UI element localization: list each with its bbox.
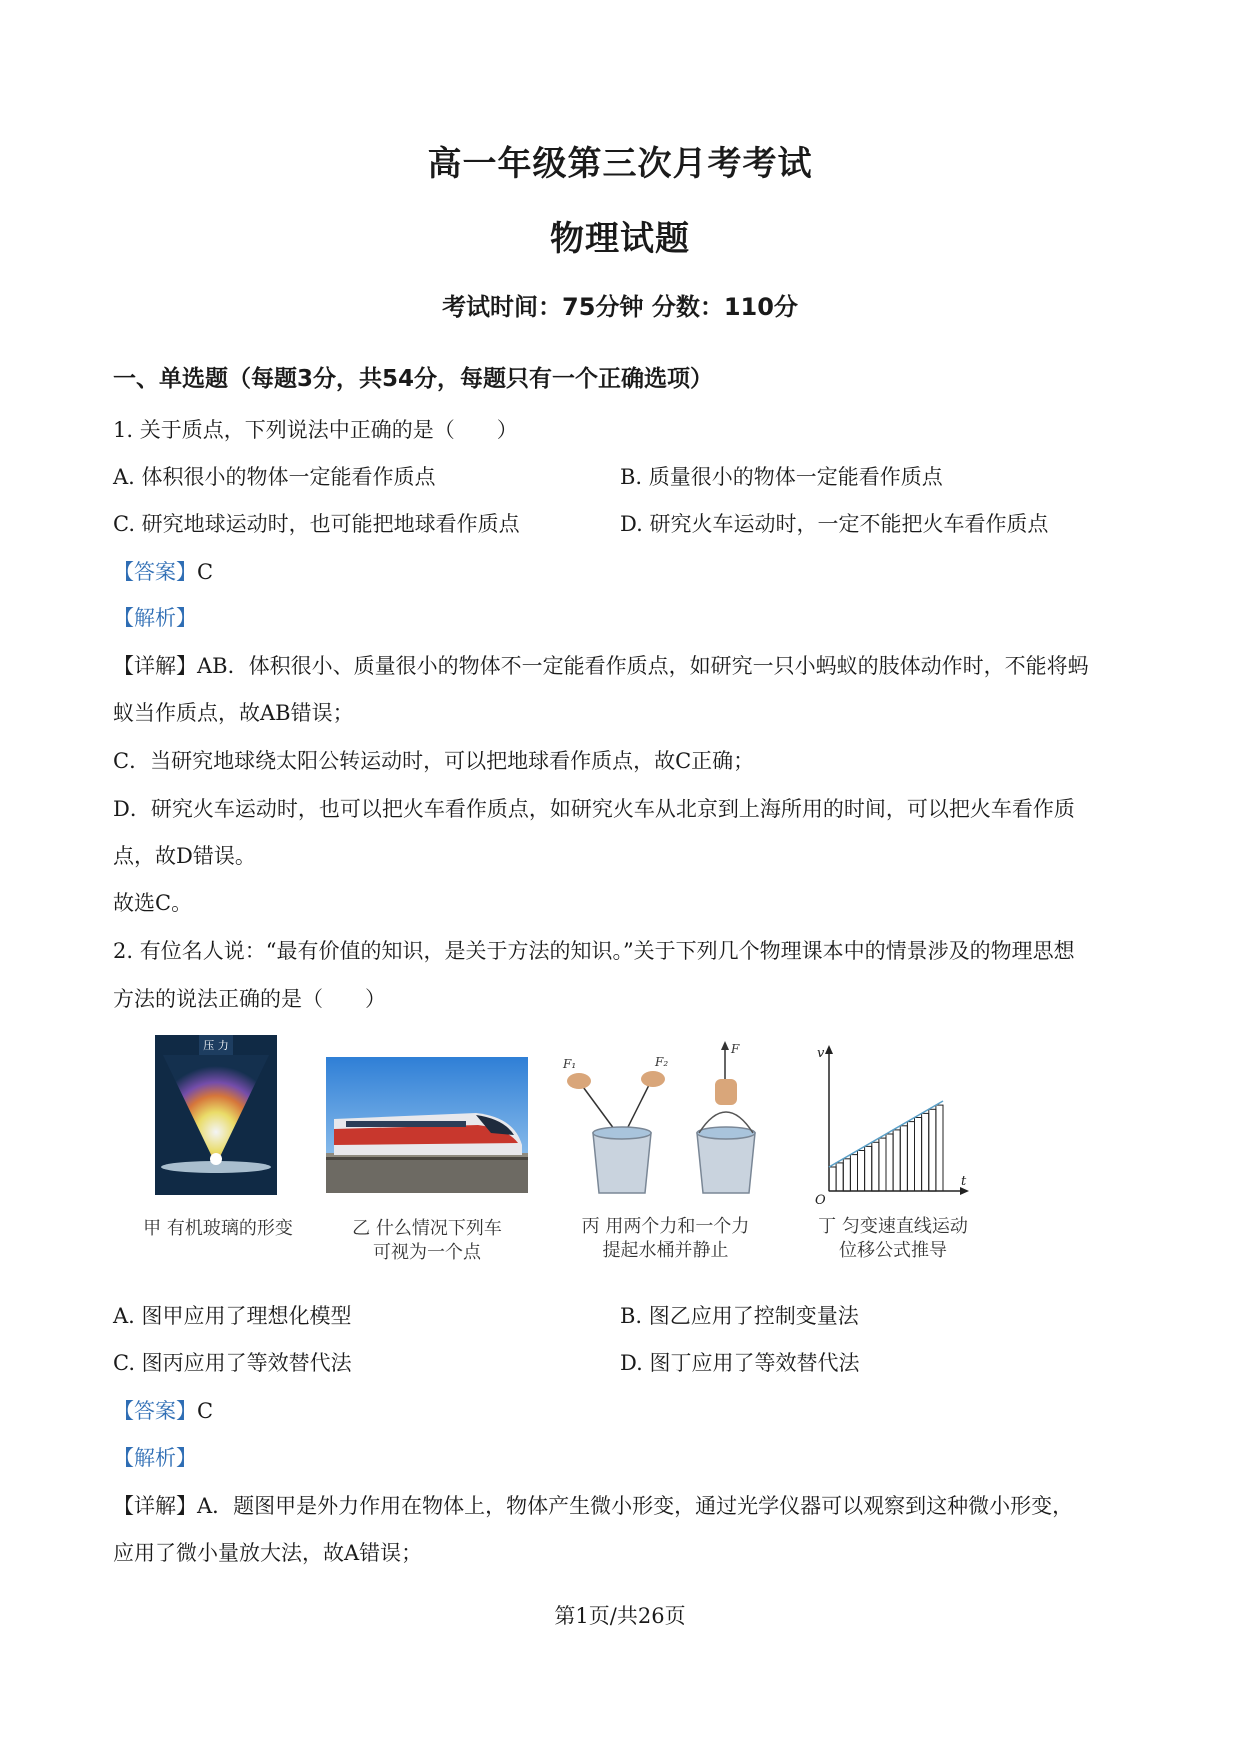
figure-ding-caption <box>798 1215 988 1263</box>
vt-strip <box>922 1113 929 1191</box>
vt-strip <box>829 1167 836 1191</box>
vt-strip <box>936 1105 943 1191</box>
q2-option-b: B. 图乙应用了控制变量法 <box>620 1304 859 1328</box>
force-label-f: F <box>731 1042 740 1056</box>
figure-bing-buckets <box>555 1041 775 1201</box>
q1-stem: 1. 关于质点，下列说法中正确的是（ ） <box>113 418 518 442</box>
axis-y-label: v <box>817 1046 825 1061</box>
q1-option-a: A. 体积很小的物体一定能看作质点 <box>113 465 436 489</box>
q2-stem-line: 2. 有位名人说：“最有价值的知识，是关于方法的知识。”关于下列几个物理课本中的情景涉及的物理思想 <box>113 939 1075 963</box>
figure-bing-caption-line: 提起水桶并静止 <box>602 1240 729 1261</box>
figure-ding-caption-line: 位移公式推导 <box>839 1240 947 1261</box>
q2-option-a: A. 图甲应用了理想化模型 <box>113 1304 352 1328</box>
figure-yi-train <box>326 1057 528 1193</box>
answer-tag: 【答案】 <box>113 1399 197 1423</box>
vt-strip <box>843 1159 850 1191</box>
q2-option-c: C. 图丙应用了等效替代法 <box>113 1351 352 1375</box>
exam-title: 高一年级第三次月考考试 <box>427 144 813 184</box>
vt-strip <box>836 1163 843 1191</box>
force-label-f2: F₂ <box>655 1055 669 1069</box>
q2-detail-line: 应用了微小量放大法，故A错误； <box>113 1541 423 1565</box>
vt-strip <box>865 1146 872 1191</box>
origin-label: O <box>815 1193 826 1206</box>
q1-option-c: C. 研究地球运动时，也可能把地球看作质点 <box>113 512 520 536</box>
q1-answer <box>113 556 213 586</box>
q1-detail-line: 故选C。 <box>113 891 193 915</box>
vt-strip <box>929 1109 936 1191</box>
exam-info: 考试时间：75分钟 分数：110分 <box>442 293 798 321</box>
q1-detail-line: 蚁当作质点，故AB错误； <box>113 701 354 725</box>
figure-yi-caption-line: 乙 什么情况下列车 <box>352 1218 502 1239</box>
vt-strip <box>872 1142 879 1191</box>
vt-strip <box>886 1134 893 1191</box>
answer-value: C <box>197 1399 214 1423</box>
answer-tag: 【答案】 <box>113 560 197 584</box>
page-footer: 第1页/共26页 <box>554 1604 686 1628</box>
figure-ding-vt-graph <box>803 1041 973 1206</box>
vt-strip <box>915 1118 922 1192</box>
axis-x-label: t <box>961 1174 967 1189</box>
q1-option-b: B. 质量很小的物体一定能看作质点 <box>620 465 943 489</box>
exam-subtitle: 物理试题 <box>550 219 690 259</box>
vt-strip <box>858 1151 865 1192</box>
q1-analysis-tag: 【解析】 <box>113 606 197 630</box>
figure-jia-caption: 甲 有机玻璃的形变 <box>143 1218 293 1239</box>
q2-answer <box>113 1395 213 1425</box>
figure-ding-caption-line: 丁 匀变速直线运动 <box>818 1216 968 1237</box>
vt-strip <box>893 1130 900 1191</box>
figure-bing-caption-line: 丙 用两个力和一个力 <box>581 1216 750 1237</box>
q2-detail-line: 【详解】A．题图甲是外力作用在物体上，物体产生微小形变，通过光学仪器可以观察到这种微小形变， <box>113 1494 1074 1518</box>
q1-option-d: D. 研究火车运动时，一定不能把火车看作质点 <box>620 512 1049 536</box>
q1-detail-line: D．研究火车运动时，也可以把火车看作质点，如研究火车从北京到上海所用的时间，可以把火车看作质 <box>113 797 1075 821</box>
q2-figure-row <box>113 1035 993 1265</box>
vt-strip <box>907 1122 914 1191</box>
q2-option-d: D. 图丁应用了等效替代法 <box>620 1351 860 1375</box>
figure-yi-caption <box>316 1217 538 1265</box>
figure-jia-label: 压 力 <box>203 1039 229 1052</box>
vt-strip <box>900 1126 907 1191</box>
vt-strip <box>879 1138 886 1191</box>
q1-detail-line: 【详解】AB．体积很小、质量很小的物体不一定能看作质点，如研究一只小蚂蚁的肢体动作时，不能将蚂 <box>113 654 1089 678</box>
q1-detail-line: 点，故D错误。 <box>113 844 256 868</box>
q2-stem-line: 方法的说法正确的是（ ） <box>113 987 386 1011</box>
force-label-f1: F₁ <box>563 1057 577 1071</box>
q2-analysis-tag: 【解析】 <box>113 1446 197 1470</box>
vt-strip <box>850 1155 857 1191</box>
q1-detail-line: C．当研究地球绕太阳公转运动时，可以把地球看作质点，故C正确； <box>113 749 755 773</box>
answer-value: C <box>197 560 214 584</box>
figure-jia-photoelastic <box>155 1035 277 1195</box>
figure-bing-caption <box>553 1215 778 1263</box>
figure-yi-caption-line: 可视为一个点 <box>373 1242 481 1263</box>
section-heading: 一、单选题（每题3分，共54分，每题只有一个正确选项） <box>113 366 714 392</box>
